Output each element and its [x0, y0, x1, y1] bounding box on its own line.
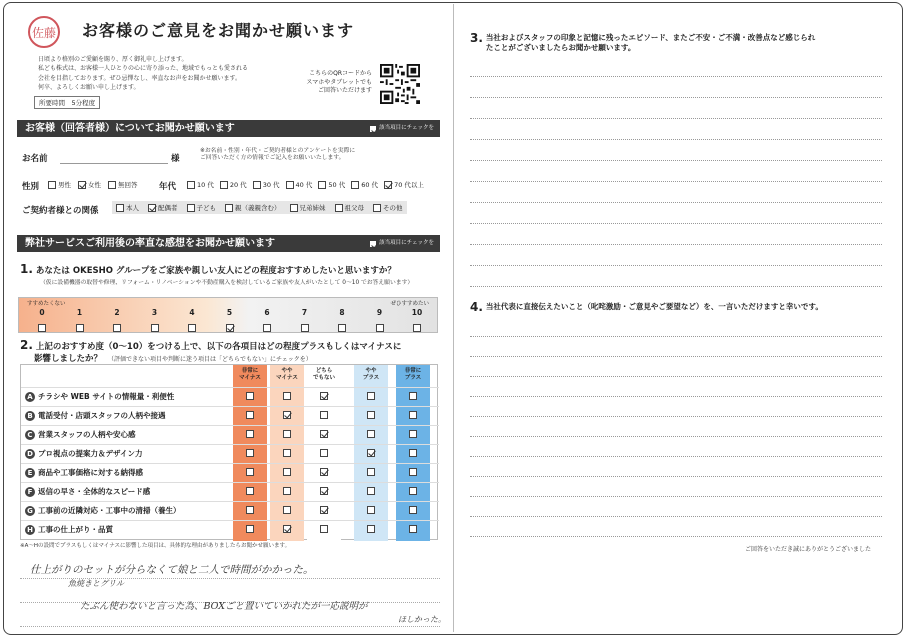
rating-checkbox[interactable]: [283, 506, 291, 514]
checkbox[interactable]: [220, 181, 228, 189]
checkbox[interactable]: [335, 204, 343, 212]
answer-line: [470, 97, 882, 98]
handwritten-line-2: たぶん使わないと言った為、BOXごと置いていかれたが一応説明が: [80, 601, 368, 612]
table-row: [21, 501, 439, 519]
checkbox[interactable]: [48, 181, 56, 189]
qr-code-icon[interactable]: [380, 64, 420, 104]
answer-line: [470, 476, 882, 477]
age-option[interactable]: 20 代: [220, 180, 247, 189]
handwritten-insert: 魚焼きとグリル: [68, 579, 124, 588]
recommend-scale: [18, 297, 438, 333]
rating-checkbox[interactable]: [409, 525, 417, 533]
checkbox[interactable]: [286, 181, 294, 189]
answer-line: [470, 181, 882, 182]
table-row: [21, 463, 439, 481]
answer-line: [470, 118, 882, 119]
row-letter-badge: G: [25, 506, 35, 516]
answer-line: [470, 265, 882, 266]
relation-option[interactable]: 祖父母: [335, 203, 365, 212]
intro-text: 日頃より格別のご愛顧を賜り、厚く御礼申し上げます。 私ども株式は、お客様一人ひとりの心に寄り添った、地域でもっとも愛される 会社を目指しております。ぜひ忌憚なし、率直なお声をお聞かせ願います。 何卒、よろしくお願い申し上げます。: [38, 56, 249, 91]
rating-checkbox[interactable]: [283, 487, 291, 495]
age-option[interactable]: 40 代: [286, 180, 313, 189]
answer-line: [470, 516, 882, 517]
row-label: [25, 505, 181, 516]
rating-checkbox[interactable]: [367, 506, 375, 514]
checkbox[interactable]: [188, 324, 196, 332]
checkbox[interactable]: [113, 324, 121, 332]
rating-checkbox[interactable]: [246, 487, 254, 495]
rating-checkbox[interactable]: [283, 430, 291, 438]
relation-label: ご契約者様との関係: [22, 206, 99, 216]
scale-option[interactable]: [260, 308, 274, 336]
row-text: 返信の早さ・全体的なスピード感: [38, 487, 151, 496]
rating-checkbox[interactable]: [409, 487, 417, 495]
answer-line: [470, 244, 882, 245]
scale-number: 1: [76, 308, 83, 317]
checkmark-icon: [370, 126, 376, 132]
checkbox[interactable]: [384, 181, 392, 189]
q1-subtext: （仮に設備機器の取替や修理、リフォーム・リノベーションや不動産購入を検討しているご家族や友人がいたとして 0〜10 でお答え願います）: [40, 280, 414, 286]
rating-checkbox[interactable]: [320, 468, 328, 476]
relation-option[interactable]: 兄弟姉妹: [290, 203, 326, 212]
scale-number: 10: [411, 308, 423, 317]
scale-option[interactable]: [298, 308, 312, 336]
checkbox[interactable]: [116, 204, 124, 212]
relation-options: [112, 201, 407, 214]
relation-option[interactable]: 配偶者: [148, 203, 178, 212]
table-row: [21, 406, 439, 424]
checkbox[interactable]: [351, 181, 359, 189]
rating-checkbox[interactable]: [320, 392, 328, 400]
row-letter-badge: D: [25, 449, 35, 459]
row-text: 営業スタッフの人柄や安心感: [38, 430, 136, 439]
handwritten-line-1: 仕上がりのセットが分らなくて娘と二人で時間がかかった。: [30, 564, 314, 576]
age-option[interactable]: 50 代: [318, 180, 345, 189]
relation-option[interactable]: 子ども: [187, 203, 217, 212]
table-row: [21, 444, 439, 462]
checkbox[interactable]: [373, 204, 381, 212]
rating-checkbox[interactable]: [246, 449, 254, 457]
section2-heading: 弊社サービスご利用後の率直な感想をお聞かせ願います 該当項目にチェックを: [17, 235, 440, 252]
checkbox[interactable]: [187, 204, 195, 212]
rating-checkbox[interactable]: [283, 411, 291, 419]
rating-checkbox[interactable]: [409, 468, 417, 476]
table-row: [21, 387, 439, 405]
answer-line: [470, 139, 882, 140]
q1-question: 1. あなたは OKESHO グループをご家族や親しい友人にどの程度おすすめしたいと思いますか？: [20, 262, 396, 276]
scale-number: 8: [339, 308, 345, 317]
rating-checkbox[interactable]: [409, 392, 417, 400]
rating-column-header: どちら でもない: [312, 368, 335, 381]
checkbox[interactable]: [253, 181, 261, 189]
scale-number: 9: [376, 308, 383, 317]
gender-option[interactable]: 女性: [78, 180, 101, 189]
answer-line: [470, 496, 882, 497]
thanks-text: ご回答をいただき誠にありがとうございました: [745, 546, 872, 553]
checkbox[interactable]: [413, 324, 421, 332]
row-letter-badge: C: [25, 430, 35, 440]
rating-checkbox[interactable]: [409, 411, 417, 419]
rating-checkbox[interactable]: [320, 487, 328, 495]
name-suffix: 様: [171, 154, 180, 164]
row-letter-badge: F: [25, 487, 35, 497]
age-option[interactable]: 10 代: [187, 180, 214, 189]
rating-checkbox[interactable]: [367, 449, 375, 457]
answer-line: [20, 626, 440, 627]
age-options: [187, 180, 424, 189]
scale-low-label: すすめたくない: [27, 301, 66, 307]
check-note: 該当項目にチェックを: [370, 124, 434, 133]
age-option[interactable]: 70 代以上: [384, 180, 424, 189]
answer-line: [470, 416, 882, 417]
row-label: [25, 429, 136, 440]
scale-option[interactable]: [110, 308, 124, 336]
checkbox[interactable]: [187, 181, 195, 189]
answer-line: [470, 336, 882, 337]
rating-checkbox[interactable]: [246, 525, 254, 533]
rating-checkbox[interactable]: [367, 487, 375, 495]
checkbox[interactable]: [225, 204, 233, 212]
row-text: 工事前の近隣対応・工事中の清掃（養生）: [38, 506, 181, 515]
checkbox[interactable]: [301, 324, 309, 332]
scale-option[interactable]: [73, 308, 87, 336]
checkbox[interactable]: [318, 181, 326, 189]
scale-option[interactable]: [223, 308, 237, 336]
scale-number: 7: [301, 308, 308, 317]
relation-option[interactable]: 本人: [116, 203, 139, 212]
gender-option[interactable]: 男性: [48, 180, 71, 189]
scale-number: 5: [226, 308, 233, 317]
rating-checkbox[interactable]: [246, 506, 254, 514]
scale-number: 4: [189, 308, 195, 317]
rating-checkbox[interactable]: [367, 525, 375, 533]
row-letter-badge: B: [25, 411, 35, 421]
rating-checkbox[interactable]: [246, 468, 254, 476]
answer-line: [470, 456, 882, 457]
checkbox[interactable]: [338, 324, 346, 332]
checkbox[interactable]: [263, 324, 271, 332]
scale-option[interactable]: [35, 308, 49, 336]
rating-checkbox[interactable]: [283, 525, 291, 533]
checkbox[interactable]: [108, 181, 116, 189]
scale-number: 6: [264, 308, 270, 317]
q2-footnote: ※A〜Hの設問でプラスもしくはマイナスに影響した項目は、具体的な理由がありましたらお聞かせ願います。: [20, 543, 291, 549]
scale-option[interactable]: [335, 308, 349, 336]
answer-line: [470, 356, 882, 357]
rating-checkbox[interactable]: [320, 411, 328, 419]
check-note: 該当項目にチェックを: [370, 239, 434, 248]
page-title: お客様のご意見をお聞かせ願います: [82, 21, 355, 40]
rating-column-header: やや プラス: [362, 368, 380, 381]
table-row: [21, 482, 439, 500]
rating-checkbox[interactable]: [367, 468, 375, 476]
row-label: [25, 391, 174, 402]
checkbox[interactable]: [148, 204, 156, 212]
answer-line: [470, 76, 882, 77]
scale-number: 3: [151, 308, 158, 317]
answer-line: [470, 160, 882, 161]
table-row: [21, 425, 439, 443]
scale-option[interactable]: [373, 308, 387, 336]
rating-checkbox[interactable]: [409, 449, 417, 457]
checkbox[interactable]: [78, 181, 86, 189]
answer-line: [470, 202, 882, 203]
relation-option[interactable]: 親（義親含む）: [225, 203, 281, 212]
rating-checkbox[interactable]: [283, 392, 291, 400]
checkbox[interactable]: [226, 324, 234, 332]
rating-checkbox[interactable]: [409, 430, 417, 438]
checkbox[interactable]: [38, 324, 46, 332]
q3-question: 3. 当社およびスタッフの印象と記憶に残ったエピソード、またご不安・ご不満・改善点など感じられ たことがございましたらお聞かせ願います。: [470, 31, 816, 52]
row-text: 商品や工事価格に対する納得感: [38, 468, 143, 477]
gender-options: [48, 180, 138, 189]
scale-number: 0: [39, 308, 45, 317]
seal-stamp: 佐藤: [28, 16, 60, 48]
fold-line: [453, 4, 454, 632]
row-text: チラシや WEB サイトの情報量・利便性: [38, 392, 175, 401]
row-text: プロ視点の提案力＆デザイン力: [38, 449, 143, 458]
checkbox[interactable]: [376, 324, 384, 332]
relation-option[interactable]: その他: [373, 203, 403, 212]
rating-column-header: 非常に マイナス: [239, 368, 261, 381]
scale-number: 2: [114, 308, 120, 317]
time-required: 所要時間 5分程度: [34, 96, 100, 109]
row-label: [25, 448, 142, 459]
answer-line: [470, 436, 882, 437]
age-label: 年代: [159, 182, 177, 192]
row-letter-badge: H: [25, 525, 35, 535]
rating-column-header: 非常に プラス: [404, 368, 422, 381]
rating-checkbox[interactable]: [320, 430, 328, 438]
rating-checkbox[interactable]: [367, 392, 375, 400]
section1-heading: お客様（回答者様）についてお聞かせ願います 該当項目にチェックを: [17, 120, 440, 137]
row-label: [25, 486, 150, 497]
rating-checkbox[interactable]: [283, 449, 291, 457]
scale-option[interactable]: [410, 308, 424, 336]
rating-column-header: やや マイナス: [276, 368, 298, 381]
scale-high-label: ぜひすすめたい: [390, 301, 429, 307]
row-label: [25, 524, 113, 535]
rating-checkbox[interactable]: [367, 411, 375, 419]
checkbox[interactable]: [290, 204, 298, 212]
row-letter-badge: A: [25, 392, 35, 402]
table-row: [21, 520, 439, 538]
name-field[interactable]: [60, 163, 168, 164]
answer-line: [470, 536, 882, 537]
q2-question: 2. 上記のおすすめ度（0〜10）をつける上で、以下の各項目はどの程度プラスもしくはマイナスに 影響しましたか？ （評価できない項目や判断に迷う項目は「どちらでもない」にチェックを）: [20, 338, 402, 364]
rating-checkbox[interactable]: [409, 506, 417, 514]
row-label: [25, 467, 143, 478]
row-label: [25, 410, 166, 421]
gender-option[interactable]: 無回答: [108, 180, 138, 189]
row-text: 電話受付・店頭スタッフの人柄や接遇: [38, 411, 166, 420]
name-label: お名前: [22, 154, 48, 164]
scale-option[interactable]: [148, 308, 162, 336]
gender-label: 性別: [22, 182, 40, 192]
privacy-note: ※お名前・性別・年代・ご契約者様とのアンケートを実際に ご回答いただく方の情報でご記入をお願いいたします。: [200, 148, 356, 161]
rating-checkbox[interactable]: [367, 430, 375, 438]
qr-note: こちらのQRコードから スマホやタブレットでも ご回答いただけます: [306, 70, 372, 94]
row-text: 工事の仕上がり・品質: [38, 525, 113, 534]
rating-checkbox[interactable]: [320, 449, 328, 457]
rating-checkbox[interactable]: [246, 392, 254, 400]
row-letter-badge: E: [25, 468, 35, 478]
rating-checkbox[interactable]: [320, 525, 328, 533]
answer-line: [470, 396, 882, 397]
answer-line: [470, 286, 882, 287]
rating-checkbox[interactable]: [246, 430, 254, 438]
answer-line: [470, 376, 882, 377]
age-option[interactable]: 30 代: [253, 180, 280, 189]
checkbox[interactable]: [151, 324, 159, 332]
q4-question: 4. 当社代表に直接伝えたいこと（叱咤激励・ご意見やご要望など）を、一言いただけますと幸いです。: [470, 300, 823, 314]
checkmark-icon: [370, 241, 376, 247]
rating-checkbox[interactable]: [320, 506, 328, 514]
scale-option[interactable]: [185, 308, 199, 336]
handwritten-line-2-tail: ほしかった。: [398, 615, 446, 624]
rating-table: [20, 364, 438, 540]
rating-checkbox[interactable]: [283, 468, 291, 476]
answer-line: [470, 223, 882, 224]
checkbox[interactable]: [76, 324, 84, 332]
rating-checkbox[interactable]: [246, 411, 254, 419]
age-option[interactable]: 60 代: [351, 180, 378, 189]
